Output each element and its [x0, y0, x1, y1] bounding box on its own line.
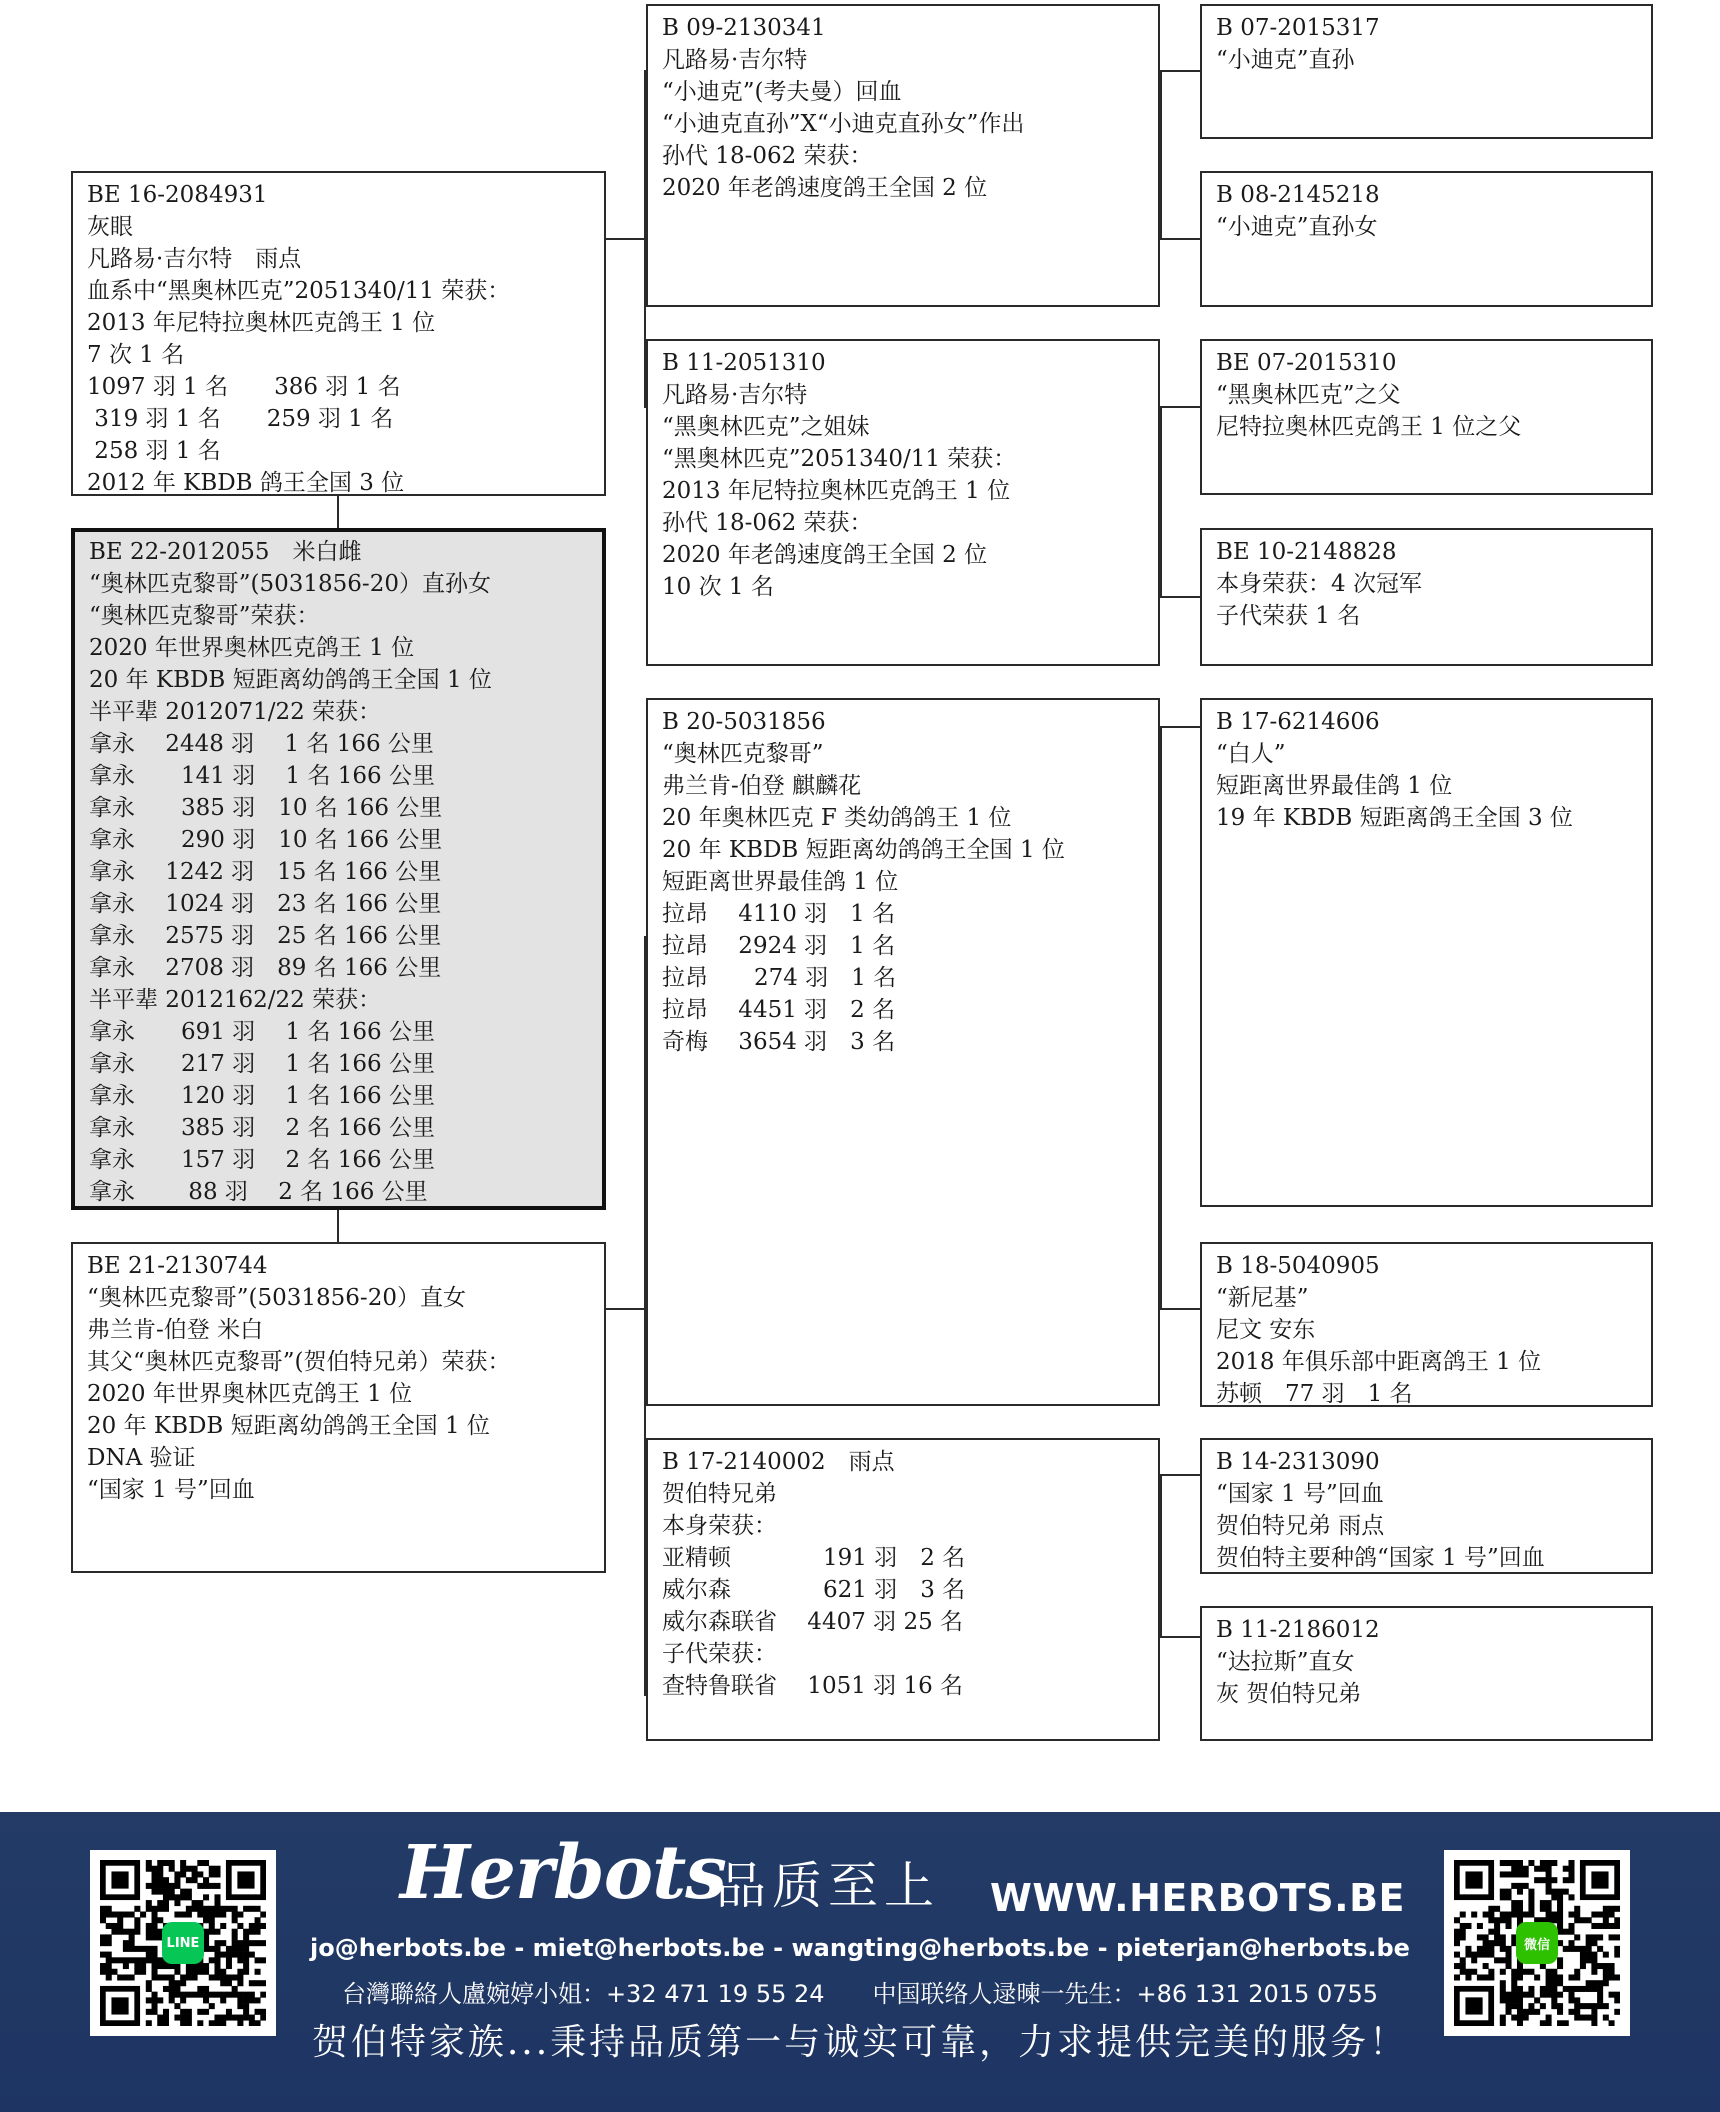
slogan: 品质至上 [716, 1857, 940, 1915]
pedigree-line: 本身荣获： [662, 1513, 777, 1539]
pedigree-line: 2013 年尼特拉奥林匹克鸽王 1 位 [662, 478, 1011, 504]
pedigree-line: “小迪克”直孙女 [1216, 214, 1378, 240]
pedigree-line: 奇梅 3654 羽 3 名 [662, 1029, 896, 1055]
connector [337, 1208, 339, 1242]
pedigree-line: 2020 年世界奥林匹克鸽王 1 位 [87, 1381, 413, 1407]
pedigree-line: 拉昂 274 羽 1 名 [662, 965, 897, 991]
pedigree-line: 凡路易·吉尔特 雨点 [87, 246, 302, 272]
ring-number: B 17-6214606 [1216, 709, 1380, 735]
pedigree-line: 凡路易·吉尔特 [662, 382, 808, 408]
dsd-card [1200, 1242, 1653, 1407]
pedigree-line: 20 年 KBDB 短距离幼鸽鸽王全国 1 位 [87, 1413, 490, 1439]
sdd-card [1200, 528, 1653, 666]
pedigree-line: 短距离世界最佳鸽 1 位 [1216, 773, 1453, 799]
pedigree-line: “国家 1 号”回血 [87, 1477, 255, 1503]
pedigree-line: “奥林匹克黎哥” [662, 741, 824, 767]
contact-phones: 台灣聯絡人盧婉婷小姐：+32 471 19 55 24 中国联络人逯暕一先生：+86 131 2015 0755 [341, 1980, 1379, 2008]
pedigree-line: 贺伯特兄弟 [662, 1481, 777, 1507]
pedigree-line: 凡路易·吉尔特 [662, 47, 808, 73]
pedigree-line: 孙代 18-062 荣获： [662, 510, 873, 536]
pedigree-line: 拿永 2708 羽 89 名 166 公里 [89, 955, 442, 981]
ring-number: B 14-2313090 [1216, 1449, 1380, 1475]
sire-card [71, 171, 606, 496]
email-addresses[interactable]: jo@herbots.be - miet@herbots.be - wangting@herbots.be - pieterjan@herbots.be [310, 1934, 1410, 1962]
pedigree-line: 拿永 217 羽 1 名 166 公里 [89, 1051, 435, 1077]
ssd-card [1200, 171, 1653, 307]
pedigree-line: 拿永 157 羽 2 名 166 公里 [89, 1147, 435, 1173]
pedigree-line: “国家 1 号”回血 [1216, 1481, 1384, 1507]
pedigree-line: 短距离世界最佳鸽 1 位 [662, 869, 899, 895]
pedigree-line: 威尔森联省 4407 羽 25 名 [662, 1609, 964, 1635]
sds-card [1200, 339, 1653, 495]
pedigree-line: 拉昂 4110 羽 1 名 [662, 901, 896, 927]
ring-number: BE 22-2012055 米白雌 [89, 539, 362, 565]
pedigree-line: 尼文 安东 [1216, 1317, 1316, 1343]
pedigree-line: 拿永 290 羽 10 名 166 公里 [89, 827, 443, 853]
pedigree-line: “奥林匹克黎哥”荣获： [89, 603, 320, 629]
ring-number: B 07-2015317 [1216, 15, 1380, 41]
ddd-card [1200, 1606, 1653, 1741]
connector [1160, 1474, 1202, 1476]
dam-sire-card [646, 698, 1160, 1406]
pedigree-line: 拉昂 4451 羽 2 名 [662, 997, 896, 1023]
pedigree-line: 子代荣获 1 名 [1216, 603, 1361, 629]
connector [1160, 726, 1162, 1310]
pedigree-line: 258 羽 1 名 [87, 438, 221, 464]
pedigree-line: 贺伯特主要种鸽“国家 1 号”回血 [1216, 1545, 1545, 1571]
pedigree-line: “白人” [1216, 741, 1286, 767]
line-icon: LINE [162, 1922, 204, 1964]
ring-number: B 17-2140002 雨点 [662, 1449, 895, 1475]
pedigree-line: 孙代 18-062 荣获： [662, 143, 873, 169]
pedigree-line: 10 次 1 名 [662, 574, 774, 600]
connector [604, 238, 646, 240]
connector [1160, 70, 1162, 240]
subject-card [71, 528, 606, 1210]
ring-number: B 11-2186012 [1216, 1617, 1380, 1643]
pedigree-line: “奥林匹克黎哥”(5031856-20）直女 [87, 1285, 466, 1311]
herbots-logo: Herbots [400, 1830, 726, 1916]
pedigree-line: 灰 贺伯特兄弟 [1216, 1681, 1362, 1707]
pedigree-line: “奥林匹克黎哥”(5031856-20）直孙女 [89, 571, 491, 597]
pedigree-line: “黑奥林匹克”之父 [1216, 382, 1401, 408]
ring-number: BE 21-2130744 [87, 1253, 268, 1279]
pedigree-line: 拿永 141 羽 1 名 166 公里 [89, 763, 435, 789]
dss-card [1200, 698, 1653, 1207]
sire-dam-card [646, 339, 1160, 666]
pedigree-line: 灰眼 [87, 214, 133, 240]
pedigree-line: “黑奥林匹克”2051340/11 荣获： [662, 446, 1017, 472]
connector [1160, 70, 1202, 72]
pedigree-line: “达拉斯”直女 [1216, 1649, 1355, 1675]
pedigree-line: 拿永 1024 羽 23 名 166 公里 [89, 891, 442, 917]
ring-number: B 08-2145218 [1216, 182, 1380, 208]
connector [1160, 726, 1202, 728]
pedigree-line: 贺伯特兄弟 雨点 [1216, 1513, 1385, 1539]
pedigree-line: 苏顿 77 羽 1 名 [1216, 1381, 1413, 1407]
pedigree-line: 拿永 120 羽 1 名 166 公里 [89, 1083, 435, 1109]
pedigree-line: “小迪克”(考夫曼）回血 [662, 79, 902, 105]
pedigree-line: 拿永 385 羽 2 名 166 公里 [89, 1115, 435, 1141]
pedigree-line: 拿永 1242 羽 15 名 166 公里 [89, 859, 442, 885]
pedigree-line: 亚精顿 191 羽 2 名 [662, 1545, 966, 1571]
pedigree-line: 2020 年世界奥林匹克鸽王 1 位 [89, 635, 415, 661]
ring-number: B 20-5031856 [662, 709, 826, 735]
pedigree-line: 20 年 KBDB 短距离幼鸽鸽王全国 1 位 [662, 837, 1065, 863]
pedigree-line: 半平辈 2012071/22 荣获： [89, 699, 382, 725]
pedigree-line: 20 年奥林匹克 F 类幼鸽鸽王 1 位 [662, 805, 1012, 831]
pedigree-line: “小迪克直孙”X“小迪克直孙女”作出 [662, 111, 1025, 137]
ring-number: B 09-2130341 [662, 15, 826, 41]
pedigree-line: 1097 羽 1 名 386 羽 1 名 [87, 374, 401, 400]
sire-sire-card [646, 4, 1160, 307]
pedigree-line: 2020 年老鸽速度鸽王全国 2 位 [662, 175, 988, 201]
pedigree-line: “小迪克”直孙 [1216, 47, 1355, 73]
pedigree-line: 半平辈 2012162/22 荣获： [89, 987, 382, 1013]
dam-dam-card [646, 1438, 1160, 1741]
connector [604, 1308, 646, 1310]
pedigree-line: 拿永 88 羽 2 名 166 公里 [89, 1179, 428, 1205]
pedigree-line: 2020 年老鸽速度鸽王全国 2 位 [662, 542, 988, 568]
pedigree-line: 319 羽 1 名 259 羽 1 名 [87, 406, 394, 432]
pedigree-line: “新尼基” [1216, 1285, 1309, 1311]
connector [1160, 596, 1202, 598]
pedigree-line: 2013 年尼特拉奥林匹克鸽王 1 位 [87, 310, 436, 336]
dam-card [71, 1242, 606, 1573]
pedigree-line: 19 年 KBDB 短距离鸽王全国 3 位 [1216, 805, 1573, 831]
pedigree-line: 尼特拉奥林匹克鸽王 1 位之父 [1216, 414, 1522, 440]
pedigree-line: 弗兰肯-伯登 米白 [87, 1317, 264, 1343]
pedigree-line: 2018 年俱乐部中距离鸽王 1 位 [1216, 1349, 1542, 1375]
tagline: 贺伯特家族...秉持品质第一与诚实可靠，力求提供完美的服务！ [311, 2022, 1409, 2063]
pedigree-line: 7 次 1 名 [87, 342, 185, 368]
website-link[interactable]: WWW.HERBOTS.BE [990, 1876, 1406, 1920]
ring-number: B 18-5040905 [1216, 1253, 1380, 1279]
pedigree-line: 拿永 691 羽 1 名 166 公里 [89, 1019, 435, 1045]
connector [1160, 406, 1202, 408]
connector [1160, 1308, 1202, 1310]
pedigree-line: 拿永 2575 羽 25 名 166 公里 [89, 923, 442, 949]
connector [1160, 1474, 1162, 1638]
pedigree-line: 查特鲁联省 1051 羽 16 名 [662, 1673, 964, 1699]
connector [1160, 238, 1202, 240]
ring-number: BE 07-2015310 [1216, 350, 1397, 376]
pedigree-line: 2012 年 KBDB 鸽王全国 3 位 [87, 470, 405, 496]
pedigree-line: 威尔森 621 羽 3 名 [662, 1577, 966, 1603]
pedigree-line: 拿永 2448 羽 1 名 166 公里 [89, 731, 434, 757]
pedigree-line: 本身荣获：4 次冠军 [1216, 571, 1422, 597]
pedigree-line: 拉昂 2924 羽 1 名 [662, 933, 896, 959]
pedigree-line: 20 年 KBDB 短距离幼鸽鸽王全国 1 位 [89, 667, 492, 693]
pedigree-line: 拿永 385 羽 10 名 166 公里 [89, 795, 443, 821]
ring-number: BE 16-2084931 [87, 182, 268, 208]
connector [337, 494, 339, 528]
pedigree-line: 弗兰肯-伯登 麒麟花 [662, 773, 862, 799]
pedigree-line: 其父“奥林匹克黎哥”(贺伯特兄弟）荣获： [87, 1349, 511, 1375]
pedigree-line: “黑奥林匹克”之姐妹 [662, 414, 870, 440]
ring-number: BE 10-2148828 [1216, 539, 1397, 565]
dds-card [1200, 1438, 1653, 1574]
ring-number: B 11-2051310 [662, 350, 826, 376]
pedigree-line: 子代荣获： [662, 1641, 777, 1667]
connector [1160, 406, 1162, 598]
connector [1160, 1636, 1202, 1638]
pedigree-line: DNA 验证 [87, 1445, 196, 1471]
sss-card [1200, 4, 1653, 139]
pedigree-line: 血系中“黑奥林匹克”2051340/11 荣获： [87, 278, 511, 304]
wechat-icon: 微信 [1516, 1922, 1558, 1964]
